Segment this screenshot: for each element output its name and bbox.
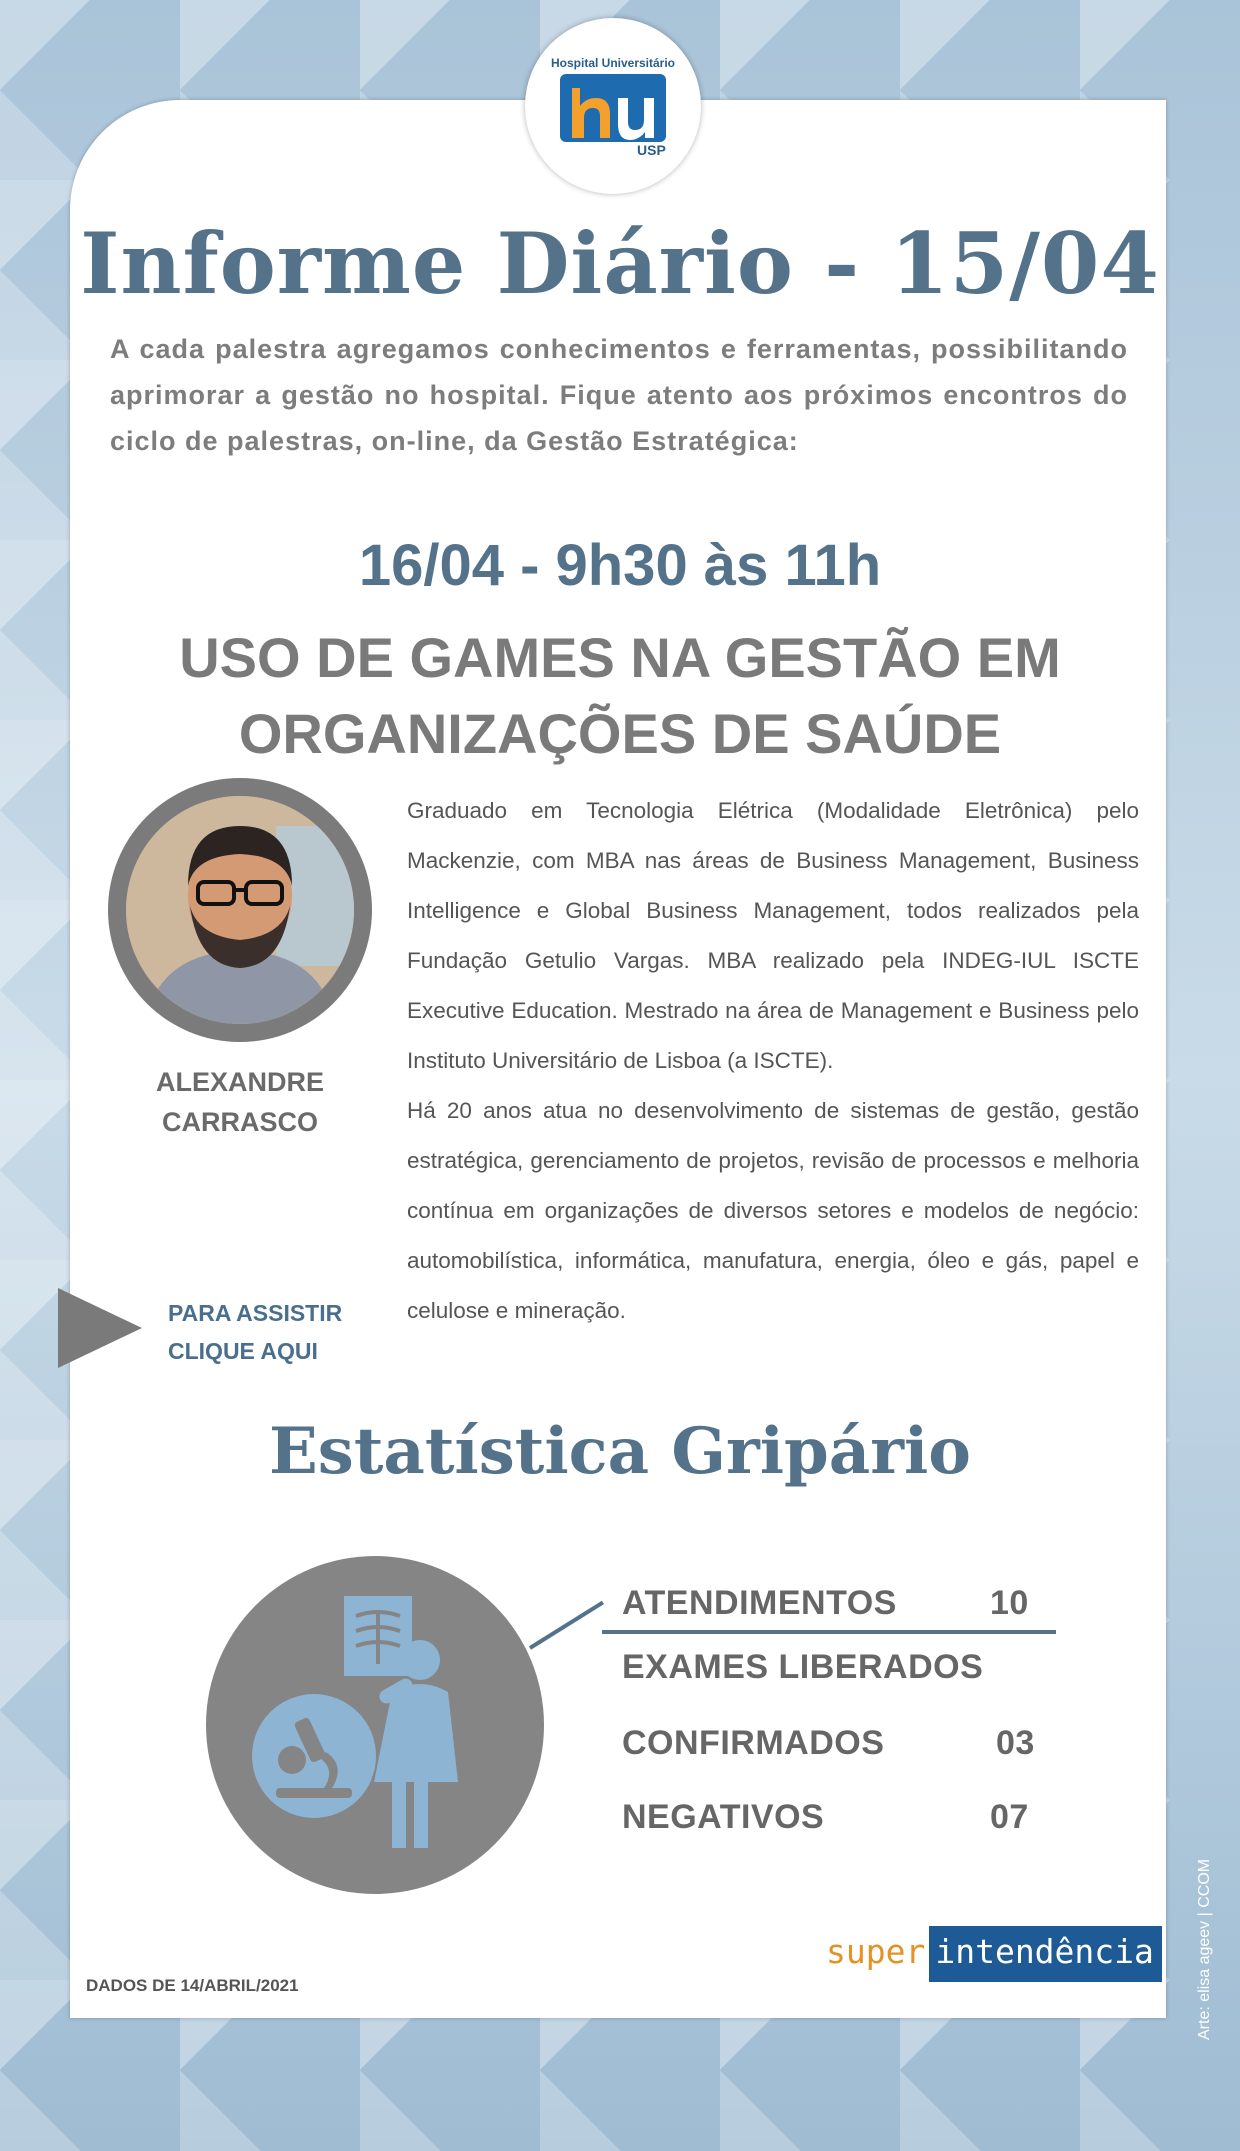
negativos-label: NEGATIVOS [622, 1798, 825, 1836]
atendimentos-label: ATENDIMENTOS [622, 1584, 897, 1622]
doctor-xray-microscope-icon [206, 1556, 544, 1894]
intro-paragraph: A cada palestra agregamos conhecimentos e ferramentas, possibilitando aprimorar a gestão no hospital. Fique atento aos próximos encontros do ciclo de palestras, on-line, da Gestão Estratégica: [110, 334, 1128, 456]
stats-divider [602, 1630, 1056, 1634]
art-credit: Arte: elisa ageev | CCOM [1196, 1858, 1213, 2040]
confirmados-label: CONFIRMADOS [622, 1724, 885, 1762]
stats-illustration [206, 1556, 544, 1894]
speaker-bio [407, 786, 1139, 1336]
logo-usp: USP [637, 142, 666, 158]
lecture-title-line2: ORGANIZAÇÕES DE SAÚDE [238, 702, 1002, 765]
hospital-logo [525, 18, 701, 194]
brand-intendencia: intendência [929, 1926, 1162, 1982]
speaker-last-name: CARRASCO [161, 1107, 318, 1137]
play-arrow-icon[interactable] [58, 1288, 142, 1368]
speaker-portrait [126, 796, 354, 1024]
exames-label: EXAMES LIBERADOS [622, 1648, 984, 1686]
page-title: Informe Diário - 15/04 [80, 214, 1160, 313]
lecture-title-line1: USO DE GAMES NA GESTÃO EM [179, 626, 1061, 689]
confirmados-value: 03 [996, 1724, 1035, 1762]
speaker-first-name: ALEXANDRE [155, 1067, 324, 1097]
bio-paragraph-1: Graduado em Tecnologia Elétrica (Modalidade Eletrônica) pelo Mackenzie, com MBA nas áreas de Business Management, Business Intelligence e Global Business Management, todos realizados pela Fundação Getulio Vargas. MBA realizado pela INDEG-IUL ISCTE Executive Education. Mestrado na área de Management e Business pelo Instituto Universitário de Lisboa (a ISCTE). [407, 798, 1139, 1073]
watch-link[interactable] [168, 1294, 342, 1370]
stats-title: Estatística Gripário [269, 1414, 971, 1489]
person-portrait-icon [126, 796, 354, 1024]
atendimentos-value: 10 [990, 1584, 1029, 1622]
bio-paragraph-2: Há 20 anos atua no desenvolvimento de sistemas de gestão, gestão estratégica, gerenciamento de projetos, revisão de processos e melhoria contínua em organizações de diversos setores e modelos de negócio: automobilística, informática, manufatura, energia, óleo e gás, papel e celulose e mineração. [407, 1098, 1139, 1323]
watch-link-line2[interactable]: CLIQUE AQUI [168, 1338, 318, 1364]
speaker-name [108, 1062, 372, 1142]
negativos-value: 07 [990, 1798, 1029, 1836]
watch-link-line1[interactable]: PARA ASSISTIR [168, 1300, 343, 1326]
data-date: DADOS DE 14/ABRIL/2021 [86, 1976, 299, 1995]
logo-hospital-name: Hospital Universitário [550, 56, 676, 70]
event-datetime: 16/04 - 9h30 às 11h [358, 533, 882, 598]
hu-logo-icon [558, 72, 668, 144]
superintendencia-logo [822, 1926, 1162, 1982]
speaker-photo [108, 778, 372, 1042]
brand-super: super [826, 1932, 926, 1971]
lecture-title [0, 620, 1240, 772]
